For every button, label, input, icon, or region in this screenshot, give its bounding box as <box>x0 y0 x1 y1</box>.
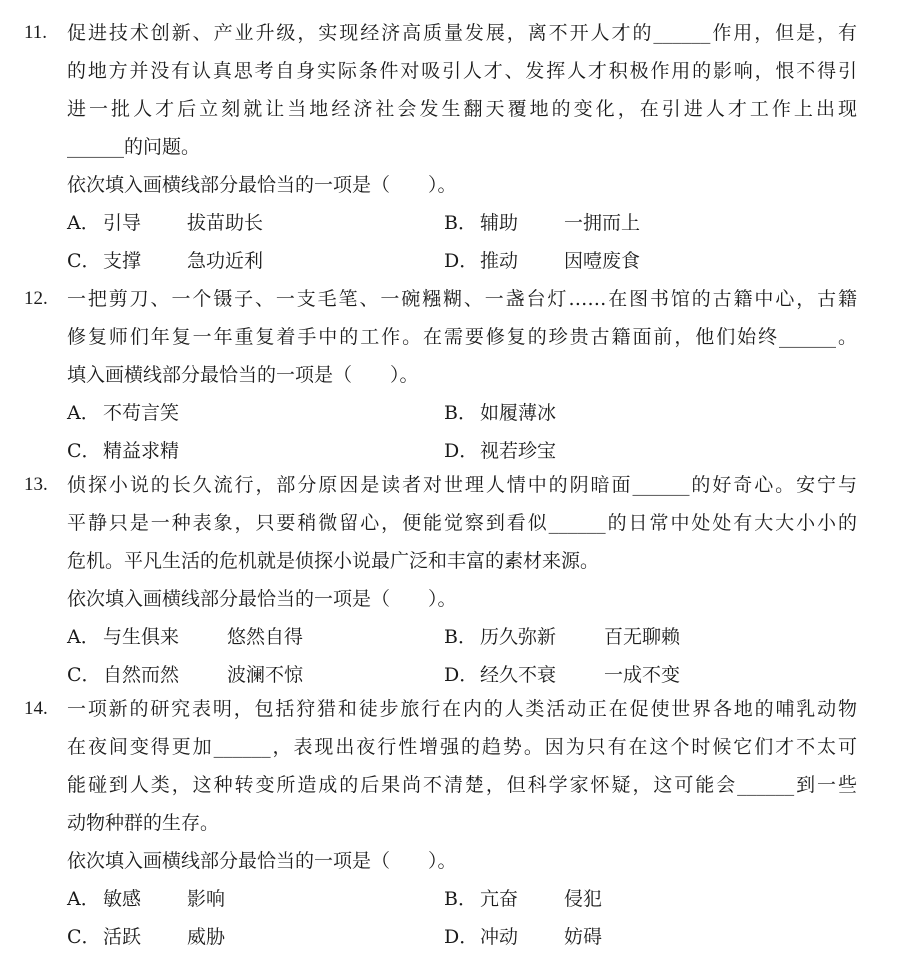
option-word-2: 一拥而上 <box>564 212 641 234</box>
option-word-1: 精益求精 <box>103 440 180 462</box>
option-label: B． <box>444 402 477 424</box>
question-number: 14. <box>24 698 48 719</box>
option-a[interactable] <box>67 618 303 656</box>
question-stem <box>67 690 857 842</box>
option-word-2: 拔苗助长 <box>187 212 264 234</box>
option-word-1: 不苟言笑 <box>103 402 180 424</box>
option-word-1: 推动 <box>480 250 519 272</box>
option-word-2: 因噎废食 <box>564 250 641 272</box>
option-label: A． <box>67 626 100 648</box>
option-word-1: 历久弥新 <box>480 626 557 648</box>
question-stem <box>67 466 857 580</box>
option-word-1: 辅助 <box>480 212 519 234</box>
option-label: D． <box>444 440 479 462</box>
option-label: C． <box>67 440 101 462</box>
stem-line: 能碰到人类，这种转变所造成的后果尚不清楚，但科学家怀疑，这可能会______到一些 <box>67 774 857 796</box>
option-word-2: 侵犯 <box>564 888 603 910</box>
option-c[interactable] <box>67 656 303 694</box>
option-word-1: 支撑 <box>103 250 142 272</box>
option-label: D． <box>444 250 479 272</box>
stem-line: 危机。平凡生活的危机就是侦探小说最广泛和丰富的素材来源。 <box>67 550 600 572</box>
option-word-1: 引导 <box>103 212 142 234</box>
question-prompt: 依次填入画横线部分最恰当的一项是（ ）。 <box>67 174 457 196</box>
option-c[interactable] <box>67 242 263 280</box>
stem-line: 一项新的研究表明，包括狩猎和徒步旅行在内的人类活动正在促使世界各地的哺乳动物 <box>67 698 857 720</box>
stem-line: 侦探小说的长久流行，部分原因是读者对世理人情中的阴暗面______的好奇心。安宁与 <box>67 474 857 496</box>
option-label: B． <box>444 626 477 648</box>
option-d[interactable] <box>444 656 680 694</box>
stem-line: 一把剪刀、一个镊子、一支毛笔、一碗糨糊、一盏台灯……在图书馆的古籍中心，古籍 <box>67 288 857 310</box>
option-label: D． <box>444 926 479 948</box>
option-word-1: 亢奋 <box>480 888 519 910</box>
option-word-1: 敏感 <box>103 888 142 910</box>
option-a[interactable] <box>67 204 263 242</box>
option-word-2: 影响 <box>187 888 226 910</box>
option-a[interactable] <box>67 880 225 918</box>
option-d[interactable] <box>444 432 556 470</box>
stem-line: 进一批人才后立刻就让当地经济社会发生翻天覆地的变化，在引进人才工作上出现 <box>67 98 857 120</box>
question-stem <box>67 280 857 356</box>
option-c[interactable] <box>67 432 179 470</box>
question-stem <box>67 14 857 166</box>
option-b[interactable] <box>444 880 602 918</box>
option-word-2: 威胁 <box>187 926 226 948</box>
option-word-1: 经久不衰 <box>480 664 557 686</box>
option-word-1: 冲动 <box>480 926 519 948</box>
stem-line: 的地方并没有认真思考自身实际条件对吸引人才、发挥人才积极作用的影响，恨不得引 <box>67 60 857 82</box>
option-label: B． <box>444 212 477 234</box>
stem-line: 在夜间变得更加______，表现出夜行性增强的趋势。因为只有在这个时候它们才不太可 <box>67 736 857 758</box>
option-label: A． <box>67 402 100 424</box>
question-number: 11. <box>24 22 48 43</box>
option-word-2: 百无聊赖 <box>604 626 681 648</box>
question-number: 13. <box>24 474 48 495</box>
option-a[interactable] <box>67 394 179 432</box>
option-d[interactable] <box>444 918 602 956</box>
option-label: D． <box>444 664 479 686</box>
question-prompt: 依次填入画横线部分最恰当的一项是（ ）。 <box>67 850 457 872</box>
stem-line: ______的问题。 <box>67 136 201 158</box>
option-word-2: 急功近利 <box>187 250 264 272</box>
option-word-1: 如履薄冰 <box>480 402 557 424</box>
option-word-1: 视若珍宝 <box>480 440 557 462</box>
option-label: A． <box>67 212 100 234</box>
option-d[interactable] <box>444 242 640 280</box>
option-b[interactable] <box>444 394 556 432</box>
option-label: C． <box>67 926 101 948</box>
stem-line: 平静只是一种表象，只要稍微留心，便能觉察到看似______的日常中处处有大大小小的 <box>67 512 857 534</box>
option-c[interactable] <box>67 918 225 956</box>
option-label: C． <box>67 250 101 272</box>
option-word-2: 一成不变 <box>604 664 681 686</box>
question-number: 12. <box>24 288 48 309</box>
option-b[interactable] <box>444 204 640 242</box>
option-word-1: 活跃 <box>103 926 142 948</box>
option-label: C． <box>67 664 101 686</box>
question-prompt: 填入画横线部分最恰当的一项是（ ）。 <box>67 364 419 386</box>
option-word-2: 悠然自得 <box>227 626 304 648</box>
option-word-1: 与生俱来 <box>103 626 180 648</box>
option-word-1: 自然而然 <box>103 664 180 686</box>
option-word-2: 妨碍 <box>564 926 603 948</box>
stem-line: 修复师们年复一年重复着手中的工作。在需要修复的珍贵古籍面前，他们始终______。 <box>67 326 857 348</box>
stem-line: 促进技术创新、产业升级，实现经济高质量发展，离不开人才的______作用，但是，有 <box>67 22 857 44</box>
option-b[interactable] <box>444 618 680 656</box>
option-label: A． <box>67 888 100 910</box>
option-label: B． <box>444 888 477 910</box>
question-prompt: 依次填入画横线部分最恰当的一项是（ ）。 <box>67 588 457 610</box>
option-word-2: 波澜不惊 <box>227 664 304 686</box>
stem-line: 动物种群的生存。 <box>67 812 220 834</box>
